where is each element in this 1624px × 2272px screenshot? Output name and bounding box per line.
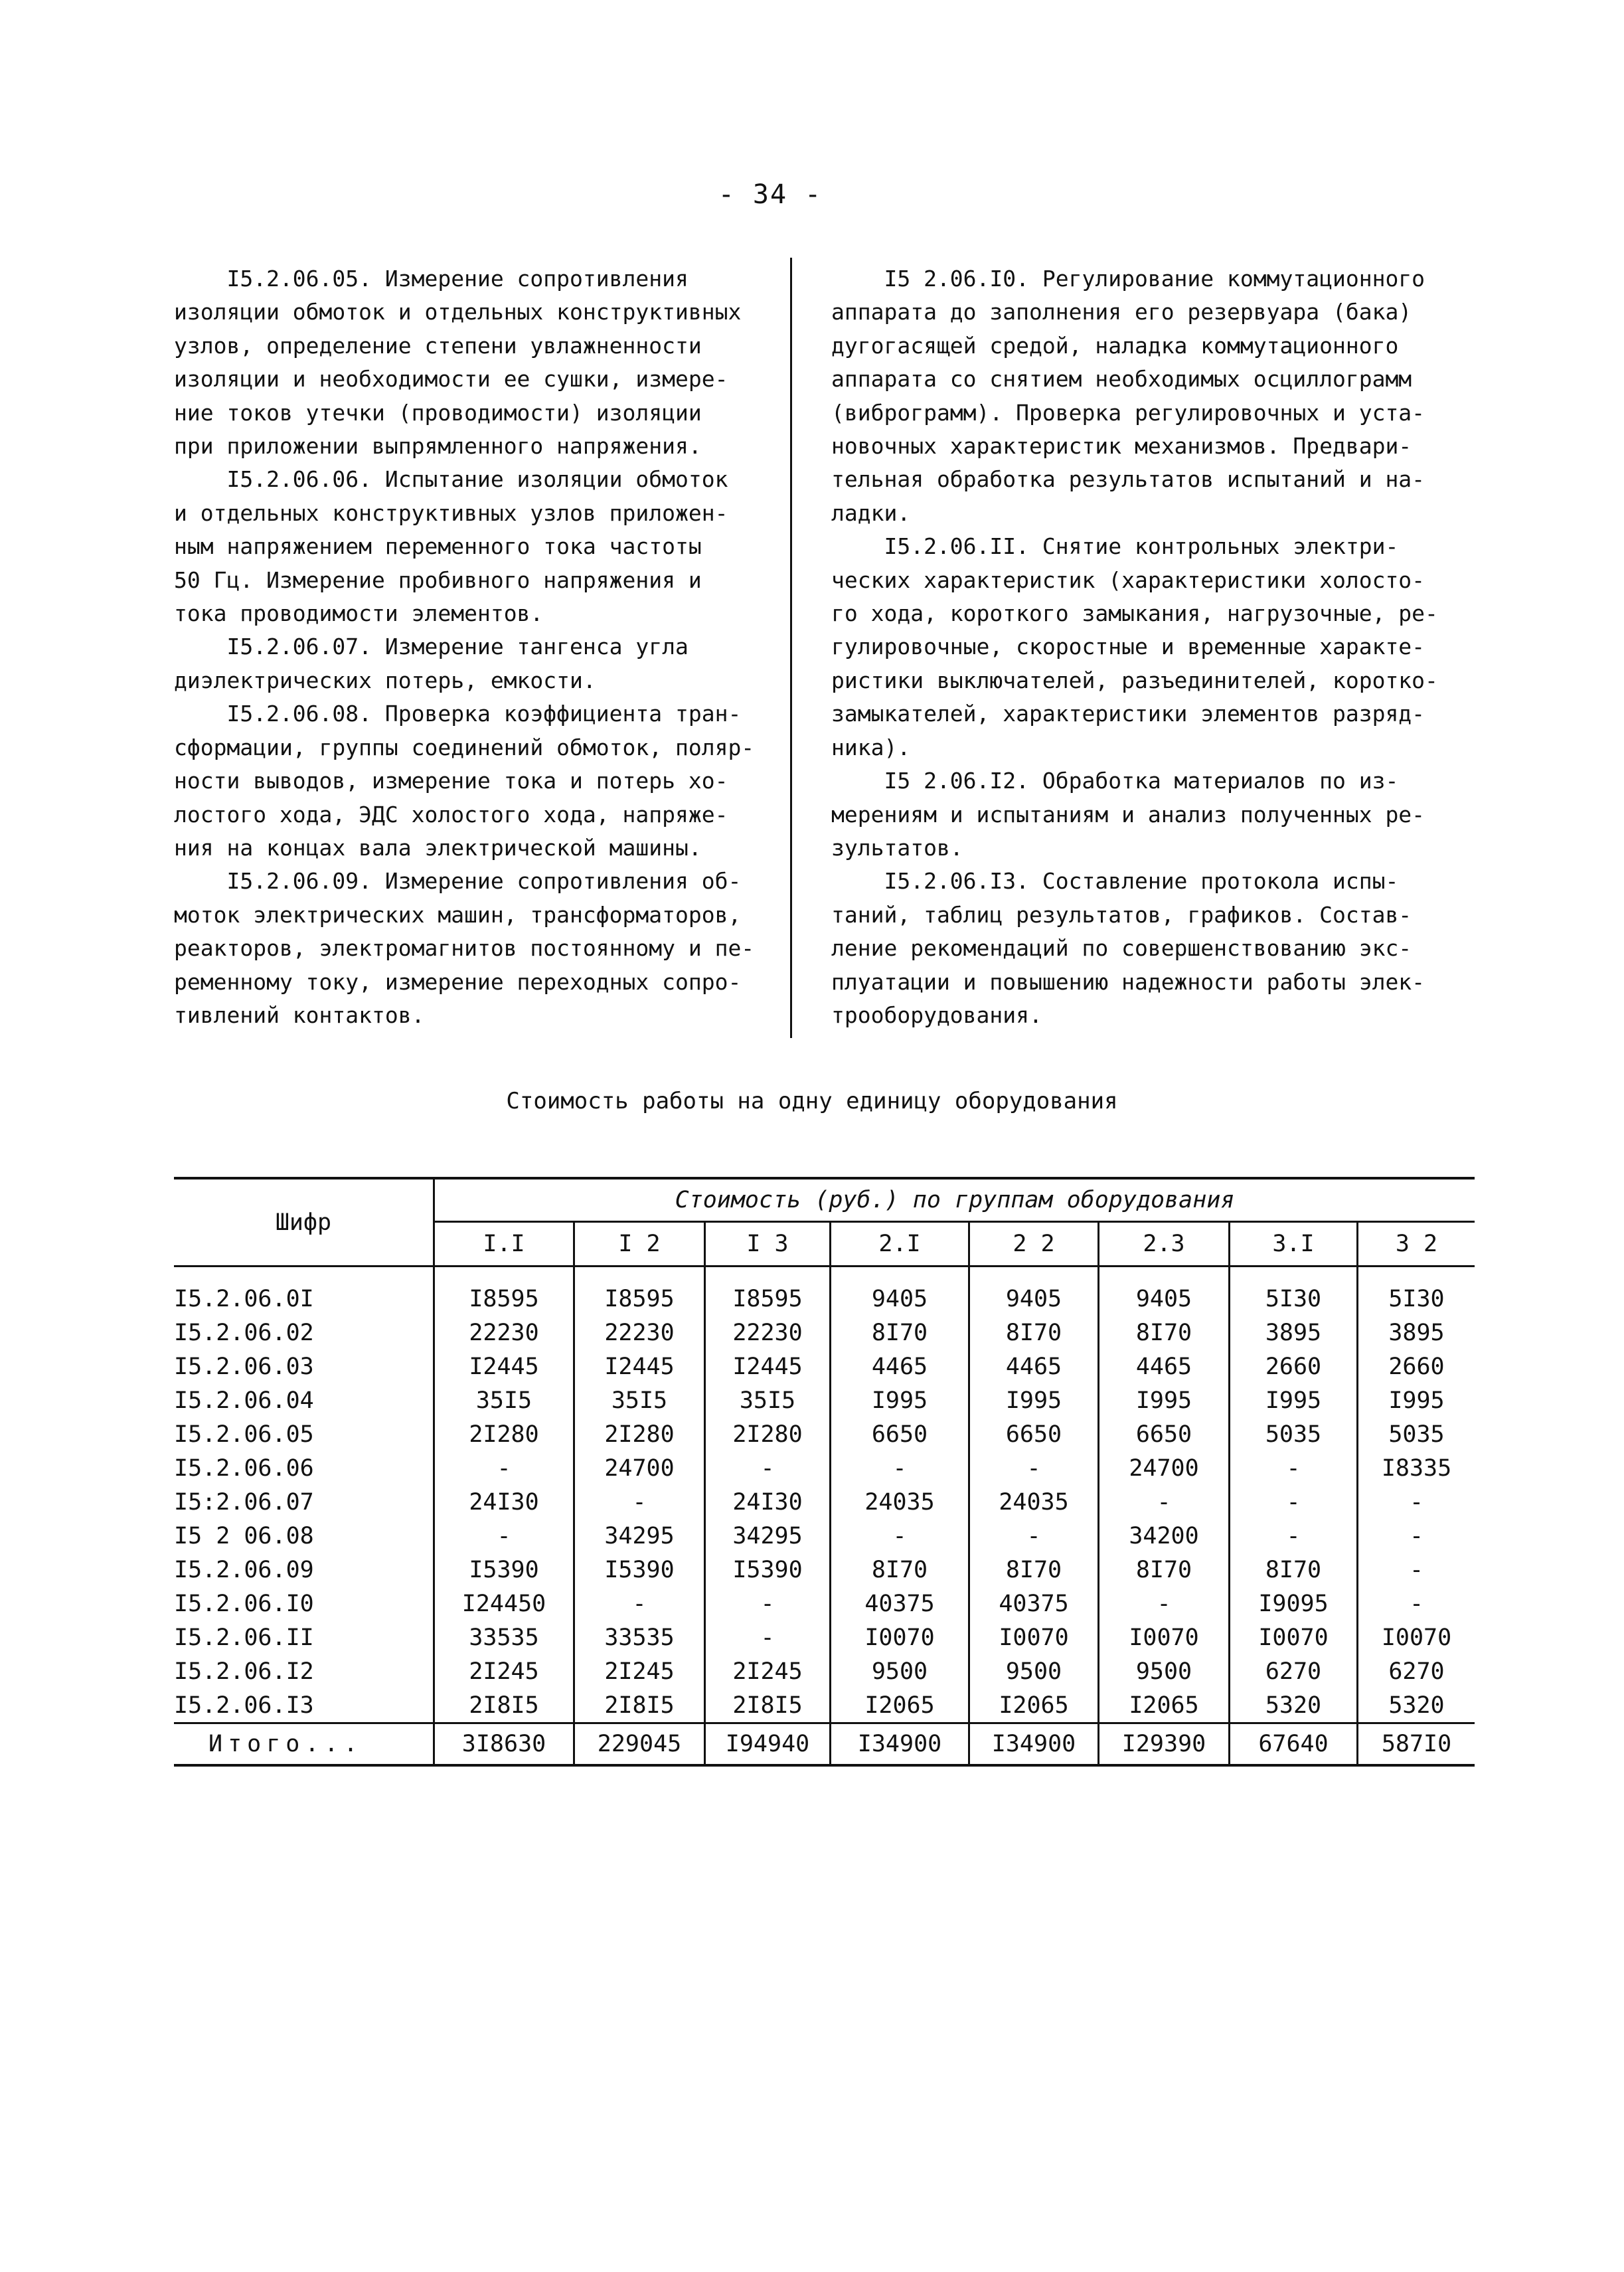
cell-value: I8595 [434,1267,574,1316]
cell-value: 22230 [705,1316,831,1350]
cell-value: I995 [1230,1383,1358,1417]
table-row [174,1553,1475,1587]
table-row [174,1417,1475,1451]
cell-value: I5390 [705,1553,831,1587]
text-line: I5.2.06.06. Испытание изоляции обмоток [174,466,728,493]
header-col: I.I [434,1222,574,1267]
cell-value: I0070 [1099,1620,1230,1654]
text-line: моток электрических машин, трансформаторов, [174,901,742,928]
cell-value: I0070 [1381,1624,1452,1651]
cell-value: 5035 [1388,1421,1445,1448]
cell-value: I8595 [574,1267,705,1316]
cell-value: 2I245 [705,1654,831,1688]
row-code: I5.2.06.03 [174,1350,434,1383]
cell-value: 35I5 [705,1383,831,1417]
cell-value: 22230 [574,1316,705,1350]
cell-value: I2445 [574,1350,705,1383]
cell-value: 6270 [1230,1654,1358,1688]
cell-value: 2I280 [434,1417,574,1451]
text-line: лостого хода, ЭДС холостого хода, напряже- [174,801,728,828]
row-code: I5 2 06.08 [174,1519,434,1553]
text-line: го хода, короткого замыкания, нагрузочные, ре- [831,600,1438,627]
cell-value: - [1099,1587,1230,1620]
cell-value: - [1409,1522,1424,1549]
table-caption: Стоимость работы на одну единицу оборудования [506,1088,1118,1114]
cell-value: - [705,1451,831,1485]
text-line: I5.2.06.I3. Составление протокола испы- [831,868,1399,895]
cell-value: 9405 [1099,1267,1230,1316]
cell-value: - [1230,1485,1358,1519]
cell-value: - [1230,1451,1358,1485]
text-line: ние токов утечки (проводимости) изоляции [174,399,702,426]
cell-value: - [1230,1519,1358,1553]
text-line: ление рекомендаций по совершенствованию экс- [831,935,1412,962]
cell-value: 2I8I5 [705,1688,831,1723]
cell-value: - [1409,1556,1424,1583]
cell-value: I9095 [1230,1587,1358,1620]
cell-value: I0070 [1230,1620,1358,1654]
cell-value: 24035 [969,1485,1099,1519]
cost-table [174,1177,1475,1767]
row-code: I5.2.06.05 [174,1417,434,1451]
cell-value: 5320 [1230,1688,1358,1723]
cell-value: 4465 [969,1350,1099,1383]
text-line: I5.2.06.09. Измерение сопротивления об- [174,868,742,895]
cell-value: I5390 [574,1553,705,1587]
table-row [174,1620,1475,1654]
cell-value: 33535 [434,1620,574,1654]
cell-value: 6650 [969,1417,1099,1451]
text-line: I5.2.06.II. Снятие контрольных электри- [831,533,1399,560]
cell-value: 24I30 [705,1485,831,1519]
cell-value: 2I245 [434,1654,574,1688]
cell-value: 5I30 [1230,1267,1358,1316]
cell-value: 24035 [831,1485,969,1519]
paragraph [831,764,1455,865]
cell-value: 6650 [1099,1417,1230,1451]
cell-value: I995 [831,1383,969,1417]
text-line: плуатации и повышению надежности работы элек- [831,968,1425,995]
cell-value: 34295 [705,1519,831,1553]
cell-value: 9405 [969,1267,1099,1316]
header-col: 3.I [1230,1222,1358,1267]
header-col: 2.I [831,1222,969,1267]
table-row [174,1316,1475,1350]
text-line: ности выводов, измерение тока и потерь хо- [174,768,728,794]
cell-value: I8335 [1381,1454,1452,1482]
cell-value: - [1409,1488,1424,1516]
text-line: при приложении выпрямленного напряжения. [174,433,702,460]
text-line: изоляции обмоток и отдельных конструктивных [174,299,742,325]
text-line: I5.2.06.07. Измерение тангенса угла [174,634,689,660]
cell-value: I2445 [434,1350,574,1383]
cell-value: I0070 [831,1620,969,1654]
table-row [174,1485,1475,1519]
cell-value: I5390 [434,1553,574,1587]
cell-value: 2I245 [574,1654,705,1688]
cell-value: 8I70 [1230,1553,1358,1587]
cell-value: I24450 [434,1587,574,1620]
cell-value: 9405 [831,1267,969,1316]
cell-value: 5I30 [1388,1285,1445,1312]
row-code: I5.2.06.04 [174,1383,434,1417]
text-line: ника). [831,734,911,760]
text-line: I5 2.06.I2. Обработка материалов по из- [831,768,1399,794]
cell-value: 2660 [1230,1350,1358,1383]
cell-value: 2I8I5 [434,1688,574,1723]
header-col: I 2 [574,1222,705,1267]
cell-value: - [705,1620,831,1654]
table-row [174,1688,1475,1723]
paragraph [174,630,771,697]
paragraph [174,697,771,865]
paragraph [174,865,771,1032]
cell-value: - [831,1519,969,1553]
total-value: 229045 [574,1723,705,1766]
cell-value: I2065 [969,1688,1099,1723]
cell-value: 5320 [1388,1692,1445,1719]
cell-value: 5035 [1230,1417,1358,1451]
cell-value: 22230 [434,1316,574,1350]
cell-value: 2I280 [574,1417,705,1451]
text-line: тельная обработка результатов испытаний и на- [831,466,1425,493]
cell-value: 33535 [574,1620,705,1654]
text-line: тока проводимости элементов. [174,600,544,627]
cell-value: 6650 [831,1417,969,1451]
text-line: и отдельных конструктивных узлов приложен- [174,499,728,526]
cell-value: I2065 [831,1688,969,1723]
text-line: узлов, определение степени увлажненности [174,332,702,359]
text-line: ным напряжением переменного тока частоты [174,533,702,560]
text-line: изоляции и необходимости ее сушки, измере- [174,366,728,393]
cell-value: I0070 [969,1620,1099,1654]
text-line: ческих характеристик (характеристики холосто- [831,567,1425,593]
text-line: тивлений контактов. [174,1002,425,1028]
cell-value: 3895 [1230,1316,1358,1350]
cell-value: 24I30 [434,1485,574,1519]
cell-value: - [831,1451,969,1485]
row-code: I5.2.06.02 [174,1316,434,1350]
paragraph [831,865,1455,1032]
cell-value: 8I70 [831,1316,969,1350]
cell-value: 35I5 [434,1383,574,1417]
text-line: ния на концах вала электрической машины. [174,834,702,861]
cell-value: I8595 [705,1267,831,1316]
column-divider [790,258,792,1038]
cell-value: - [434,1451,574,1485]
cell-value: 34200 [1099,1519,1230,1553]
cell-value: 34295 [574,1519,705,1553]
total-value: I29390 [1099,1723,1230,1766]
paragraph [831,530,1455,764]
cell-value: 8I70 [831,1553,969,1587]
table-row [174,1267,1475,1316]
cell-value: 35I5 [574,1383,705,1417]
cell-value: 9500 [969,1654,1099,1688]
cell-value: I995 [1099,1383,1230,1417]
row-code: I5.2.06.I0 [174,1587,434,1620]
paragraph [174,463,771,630]
header-group: Стоимость (руб.) по группам оборудования [434,1178,1475,1222]
row-code: I5.2.06.II [174,1620,434,1654]
text-line: аппарата до заполнения его резервуара (бака) [831,299,1412,325]
row-code: I5.2.06.I2 [174,1654,434,1688]
total-value: I34900 [969,1723,1099,1766]
text-line: новочных характеристик механизмов. Предвари- [831,433,1412,460]
cell-value: 8I70 [969,1553,1099,1587]
text-line: дугогасящей средой, наладка коммутационного [831,332,1399,359]
row-code: I5.2.06.06 [174,1451,434,1485]
table-row [174,1350,1475,1383]
right-text-column [831,262,1455,1032]
text-line: гулировочные, скоростные и временные характе- [831,634,1425,660]
cell-value: 2I280 [705,1417,831,1451]
text-line: ременному току, измерение переходных сопро- [174,968,742,995]
text-line: трооборудования. [831,1002,1042,1028]
cell-value: - [574,1485,705,1519]
page-number: - 34 - [718,179,823,210]
total-value: I94940 [705,1723,831,1766]
total-value: 587I0 [1358,1723,1475,1766]
text-line: ристики выключателей, разъединителей, коротко- [831,667,1438,693]
table-row [174,1519,1475,1553]
text-line: 50 Гц. Измерение пробивного напряжения и [174,567,702,593]
text-line: аппарата со снятием необходимых осциллограмм [831,366,1412,393]
cell-value: 2I8I5 [574,1688,705,1723]
cell-value: 24700 [574,1451,705,1485]
cell-value: I995 [969,1383,1099,1417]
cell-value: 9500 [831,1654,969,1688]
row-code: I5:2.06.07 [174,1485,434,1519]
text-line: диэлектрических потерь, емкости. [174,667,596,693]
table-row [174,1654,1475,1688]
cell-value: 4465 [831,1350,969,1383]
paragraph [831,262,1455,530]
text-line: I5 2.06.I0. Регулирование коммутационного [831,266,1425,292]
header-col: 3 2 [1358,1222,1475,1267]
text-line: ладки. [831,499,911,526]
cell-value: - [434,1519,574,1553]
total-value: 67640 [1230,1723,1358,1766]
text-line: мерениям и испытаниям и анализ полученных ре- [831,801,1425,828]
total-label: Итого... [174,1723,434,1766]
text-line: замыкателей, характеристики элементов разряд- [831,701,1425,727]
total-value: 3I8630 [434,1723,574,1766]
cell-value: 4465 [1099,1350,1230,1383]
cell-value: 24700 [1099,1451,1230,1485]
cell-value: 9500 [1099,1654,1230,1688]
header-col: 2 2 [969,1222,1099,1267]
total-row [174,1723,1475,1766]
left-text-column [174,262,771,1032]
table-row [174,1587,1475,1620]
text-line: реакторов, электромагнитов постоянному и пе- [174,935,755,962]
cell-value: - [1099,1485,1230,1519]
cell-value: - [969,1519,1099,1553]
cell-value: 8I70 [969,1316,1099,1350]
header-col: I 3 [705,1222,831,1267]
text-line: I5.2.06.08. Проверка коэффициента тран- [174,701,742,727]
cell-value: 40375 [831,1587,969,1620]
text-line: сформации, группы соединений обмоток, поляр- [174,734,755,760]
table-row [174,1383,1475,1417]
text-line: зультатов. [831,834,963,861]
cell-value: 40375 [969,1587,1099,1620]
header-col: 2.3 [1099,1222,1230,1267]
total-value: I34900 [831,1723,969,1766]
cell-value: 8I70 [1099,1316,1230,1350]
paragraph [174,262,771,463]
row-code: I5.2.06.0I [174,1267,434,1316]
cell-value: 6270 [1388,1658,1445,1685]
cell-value: 8I70 [1099,1553,1230,1587]
text-line: (виброграмм). Проверка регулировочных и уста- [831,399,1425,426]
text-line: таний, таблиц результатов, графиков. Состав- [831,901,1412,928]
cell-value: I2445 [705,1350,831,1383]
row-code: I5.2.06.I3 [174,1688,434,1723]
cell-value: I2065 [1099,1688,1230,1723]
row-code: I5.2.06.09 [174,1553,434,1587]
cell-value: - [969,1451,1099,1485]
cell-value: I995 [1388,1387,1445,1414]
cell-value: - [574,1587,705,1620]
text-line: I5.2.06.05. Измерение сопротивления [174,266,689,292]
cell-value: - [1409,1590,1424,1617]
header-code: Шифр [174,1178,434,1267]
table-row [174,1451,1475,1485]
cell-value: - [705,1587,831,1620]
cell-value: 2660 [1388,1353,1445,1380]
cell-value: 3895 [1388,1319,1445,1346]
